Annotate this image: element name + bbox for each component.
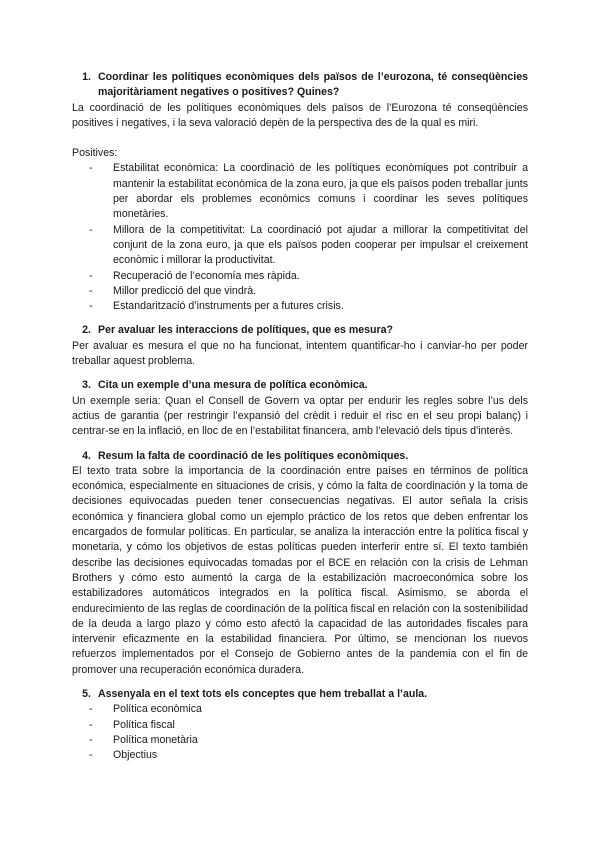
positives-label: Positives: [72, 147, 118, 160]
question-number: 3. [82, 379, 91, 392]
list-item: - Objectius [89, 749, 158, 762]
question-title: Assenyala en el text tots els conceptes que hem treballat a l’aula. [98, 687, 428, 700]
question-1-heading [72, 70, 528, 101]
question-number: 1. [82, 71, 91, 83]
document-page [72, 70, 528, 763]
question-title: Resum la falta de coordinació de les polítiques econòmiques. [98, 449, 409, 462]
list-item: - Política monetària [89, 733, 198, 746]
question-title: Per avaluar les interaccions de polítiques, que es mesura? [98, 324, 393, 337]
list-item: - Estandarització d’instruments per a futures crisis. [89, 300, 344, 313]
list-item: - Millor predicció del que vindrà. [89, 284, 257, 297]
list-item: - Política econòmica [89, 703, 202, 716]
answer-2: Per avaluar es mesura el que no ha funcionat, intentem quantificar-ho i canviar-ho per poder treballar aquest problema. [72, 339, 528, 368]
list-item: - Estabilitat econòmica: La coordinació de les polítiques econòmiques pot contribuir a mantenir la estabilitat econòmica de la zona euro, ja que els països poden treballar junts per abordar els problemes econòmics comuns i coordinar les seves polítiques monetàries. [89, 162, 528, 221]
answer-1-intro: La coordinació de les polítiques econòmiques dels països de l’Eurozona té conseqüències positives i negatives, i la seva valoració depèn de la perspectiva des de la qual es miri. [72, 101, 528, 129]
question-title: Cita un exemple d’una mesura de política econòmica. [98, 379, 368, 392]
question-2-heading [72, 323, 528, 338]
question-number: 5. [82, 687, 91, 700]
question-4-heading [72, 449, 528, 464]
answer-3: Un exemple seria: Quan el Consell de Govern va optar per endurir les regles sobre l’us dels actius de garantia (per restringir l’expansió del crèdit i reduir el risc en el seu propi balanç) i centrar-se en la inflació, en lloc de en l’estabilitat financera, amb l’elevació dels tipus d’interès. [72, 394, 528, 438]
question-5-heading [72, 687, 528, 702]
question-3-heading [72, 378, 528, 393]
concepts-list [72, 702, 528, 763]
question-title: Coordinar les polítiques econòmiques dels països de l’eurozona, té conseqüències majoritàriament negatives o positives? Quines? [98, 71, 528, 99]
list-item: - Política fiscal [89, 718, 175, 731]
list-item: - Millora de la competitivitat: La coordinació pot ajudar a millorar la competitivitat del conjunt de la zona euro, ja que els països poden cooperar per impulsar el creixement econòmic i millorar la productivitat. [89, 223, 528, 267]
list-item: - Recuperació de l’economía mes ràpida. [89, 269, 300, 282]
positives-list [72, 161, 528, 314]
question-number: 4. [82, 449, 91, 462]
question-number: 2. [82, 324, 91, 337]
answer-4: El texto trata sobre la importancia de la coordinación entre países en términos de política económica, especialmente en situaciones de crisis, y cómo la falta de coordinación y la toma de decisiones equivocadas pueden tener consecuencias negativas. El autor señala la crisis económica y financiera global como un ejemplo práctico de los retos que deben enfrentar los encargados de formular políticas. En particular, se analiza la interacción entre la política fiscal y monetaria, y cómo los objetivos de estas políticas pueden interferir entre sí. El texto también describe las decisiones equivocadas tomadas por el BCE en relación con la crisis de Lehman Brothers y cómo esto aumentó la carga de la estabilización macroeconómica sobre los estabilizadores automáticos integrados en la política fiscal. Asimismo, se aborda el endurecimiento de las reglas de coordinación de la política fiscal en relación con la sostenibilidad de la deuda a largo plazo y cómo esto afectó la capacidad de las autoridades fiscales para intervenir eficazmente en la estabilidad financiera. Por último, se mencionan los nuevos refuerzos implementados por el Consejo de Gobierno antes de la pandemia con el fin de promover una recuperación económica duradera. [72, 464, 528, 676]
